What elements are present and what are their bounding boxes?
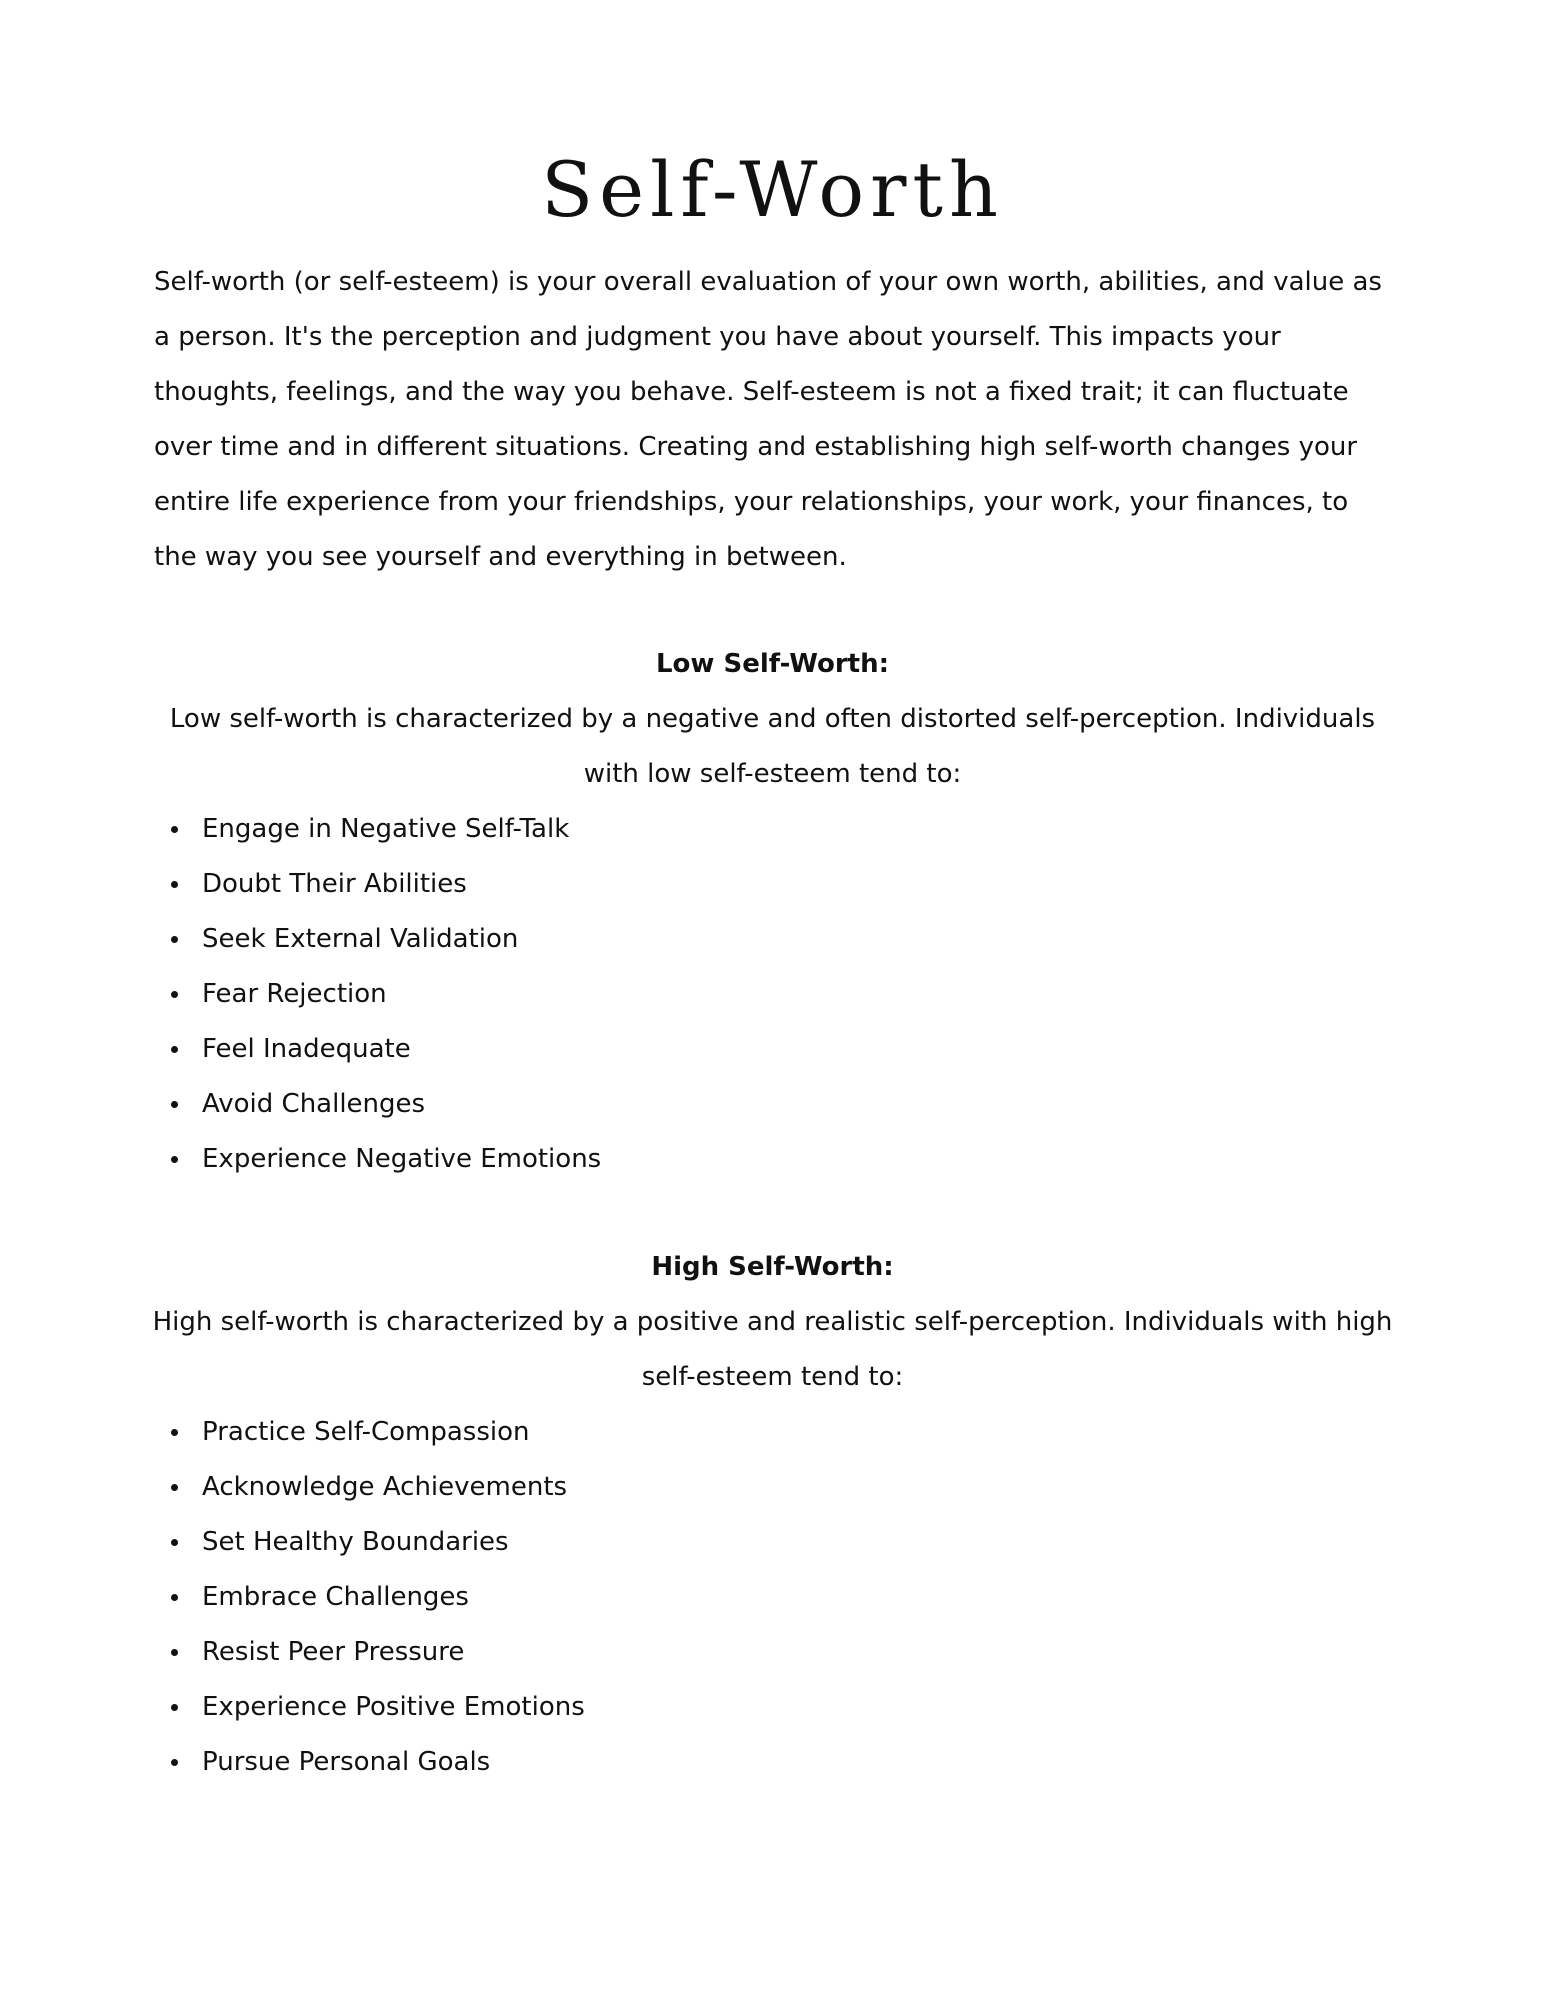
bullet-icon: [171, 1649, 178, 1656]
list-item: [154, 857, 1154, 912]
list-item: [154, 1405, 1154, 1460]
list-item: [154, 802, 1154, 857]
list-item-text: Doubt Their Abilities: [202, 869, 467, 899]
bullet-icon: [171, 991, 178, 998]
list-item: [154, 1735, 1154, 1790]
list-item: [154, 912, 1154, 967]
bullet-icon: [171, 1046, 178, 1053]
list-item: [154, 1570, 1154, 1625]
list-item: [154, 1625, 1154, 1680]
high-self-worth-heading: High Self-Worth:: [651, 1252, 894, 1282]
list-item-text: Engage in Negative Self-Talk: [202, 814, 570, 844]
list-item-text: Practice Self-Compassion: [202, 1417, 530, 1447]
low-self-worth-description: Low self-worth is characterized by a negative and often distorted self-perception. Individuals with low self-esteem tend to:: [169, 704, 1376, 789]
high-self-worth-list: [154, 1405, 1154, 1790]
low-self-worth-list: [154, 802, 1154, 1187]
list-item-text: Resist Peer Pressure: [202, 1637, 465, 1667]
list-item-text: Seek External Validation: [202, 924, 519, 954]
list-item-text: Set Healthy Boundaries: [202, 1527, 509, 1557]
high-self-worth-description: High self-worth is characterized by a positive and realistic self-perception. Individuals with high self-esteem tend to:: [152, 1307, 1393, 1392]
bullet-icon: [171, 1429, 178, 1436]
bullet-icon: [171, 1484, 178, 1491]
bullet-icon: [171, 1539, 178, 1546]
list-item: [154, 1077, 1154, 1132]
bullet-icon: [171, 1156, 178, 1163]
list-item-text: Avoid Challenges: [202, 1089, 426, 1119]
intro-paragraph: Self-worth (or self-esteem) is your overall evaluation of your own worth, abilities, and value as a person. It's the perception and judgment you have about yourself. This impacts your thoughts, feelings, and the way you behave. Self-esteem is not a fixed trait; it can fluctuate over time and in different situations. Creating and establishing high self-worth changes your entire life experience from your friendships, your relationships, your work, your finances, to the way you see yourself and everything in between.: [154, 267, 1382, 572]
bullet-icon: [171, 1704, 178, 1711]
list-item: [154, 1132, 1154, 1187]
list-item-text: Pursue Personal Goals: [202, 1747, 491, 1777]
list-item: [154, 1515, 1154, 1570]
list-item-text: Embrace Challenges: [202, 1582, 469, 1612]
list-item: [154, 967, 1154, 1022]
bullet-icon: [171, 826, 178, 833]
bullet-icon: [171, 1101, 178, 1108]
list-item: [154, 1460, 1154, 1515]
bullet-icon: [171, 936, 178, 943]
list-item-text: Feel Inadequate: [202, 1034, 411, 1064]
list-item-text: Fear Rejection: [202, 979, 387, 1009]
page-title: Self-Worth: [541, 145, 1004, 234]
list-item-text: Experience Positive Emotions: [202, 1692, 585, 1722]
bullet-icon: [171, 1759, 178, 1766]
list-item-text: Acknowledge Achievements: [202, 1472, 568, 1502]
list-item-text: Experience Negative Emotions: [202, 1144, 602, 1174]
list-item: [154, 1680, 1154, 1735]
bullet-icon: [171, 881, 178, 888]
low-self-worth-heading: Low Self-Worth:: [655, 649, 890, 679]
bullet-icon: [171, 1594, 178, 1601]
list-item: [154, 1022, 1154, 1077]
